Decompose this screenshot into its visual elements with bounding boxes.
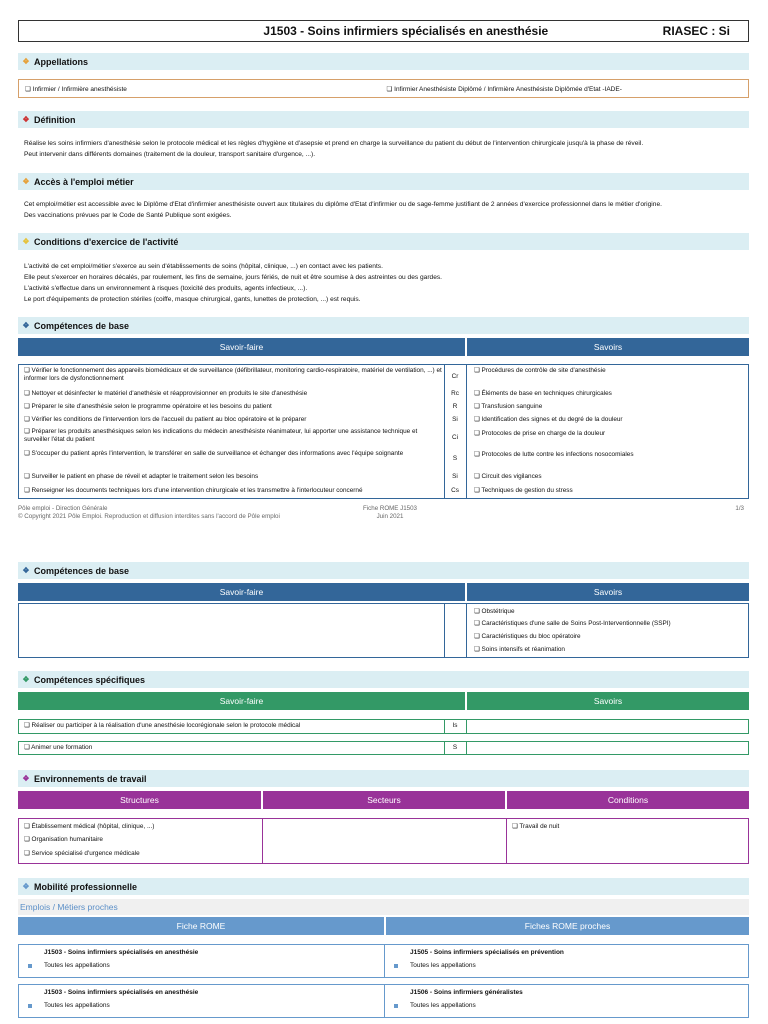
header-secteurs: Secteurs xyxy=(263,791,505,809)
savoir-item: ❏ Caractéristiques du bloc opératoire xyxy=(474,633,581,640)
column-divider xyxy=(262,818,263,864)
riasec-item-code: Rc xyxy=(451,390,459,397)
riasec-item-code: Si xyxy=(452,473,458,480)
section-comp-specifiques xyxy=(18,671,749,688)
appellations-link[interactable]: Toutes les appellations xyxy=(44,962,110,969)
conditions-text xyxy=(24,261,744,305)
header-savoir-faire: Savoir-faire xyxy=(18,338,465,356)
section-title: Conditions d'exercice de l'activité xyxy=(34,236,179,247)
mobilite-right-cell xyxy=(385,945,748,977)
diamond-icon: ❖ xyxy=(22,675,30,684)
section-environnements xyxy=(18,770,749,787)
definition-line: Réalise les soins infirmiers d'anesthésie selon le protocole médical et les règles d'hygiène et d'asepsie et prend en charge la surveillance du patient du début de l'intervention chirurgicale jusqu'à la phase de réveil. xyxy=(24,140,644,147)
footer-fiche: Fiche ROME J1503 xyxy=(363,505,417,512)
subsection-emplois-proches: Emplois / Métiers proches xyxy=(18,899,749,915)
diamond-icon: ❖ xyxy=(22,57,30,66)
savoir-item: ❏ Protocoles de prise en charge de la douleur xyxy=(474,430,606,437)
diamond-icon: ❖ xyxy=(22,882,30,891)
mobilite-left-cell xyxy=(19,985,385,1017)
conditions-line: L'activité de cet emploi/métier s'exerce au sein d'établissements de soins (hôpital, clinique, ...) en contact avec les patients. xyxy=(24,263,383,270)
footer-page-number: 1/3 xyxy=(735,505,744,512)
conditions-line: Elle peut s'exercer en horaires décalés, par roulement, les fins de semaine, jours fériés, de nuit et être soumise à des astreintes ou des gardes. xyxy=(24,274,442,281)
riasec-code: RIASEC : Si xyxy=(662,24,730,38)
appellation-item: ❏ Infirmier / Infirmière anesthésiste xyxy=(25,85,127,93)
header-savoir-faire: Savoir-faire xyxy=(18,692,465,710)
definition-text xyxy=(24,138,744,160)
fiche-rome-link[interactable]: J1503 - Soins infirmiers spécialisés en anesthésie xyxy=(44,949,199,956)
header-savoirs: Savoirs xyxy=(467,692,749,710)
section-conditions xyxy=(18,233,749,250)
section-title: Accès à l'emploi métier xyxy=(34,176,134,187)
riasec-item-code: S xyxy=(452,744,458,751)
appellations-link[interactable]: Toutes les appellations xyxy=(410,962,476,969)
header-structures: Structures xyxy=(18,791,261,809)
footer-left xyxy=(18,505,280,521)
riasec-item-code: S xyxy=(452,455,458,462)
structure-item: ❏ Organisation humanitaire xyxy=(24,836,103,843)
savoir-item: ❏ Identification des signes et du degré de la douleur xyxy=(474,416,623,423)
header-fiches-proches: Fiches ROME proches xyxy=(386,917,749,935)
header-fiche-rome: Fiche ROME xyxy=(18,917,384,935)
header-savoir-faire: Savoir-faire xyxy=(18,583,465,601)
diamond-icon: ❖ xyxy=(22,237,30,246)
conditions-line: Le port d'équipements de protection stériles (coiffe, masque chirurgical, gants, lunettes de protection, ...) est requis. xyxy=(24,296,361,303)
acces-line: Des vaccinations prévues par le Code de Santé Publique sont exigées. xyxy=(24,212,232,219)
mobilite-row xyxy=(18,944,749,978)
column-divider xyxy=(466,741,467,755)
section-title: Appellations xyxy=(34,56,89,67)
square-bullet-icon xyxy=(28,1004,32,1008)
section-title: Compétences de base xyxy=(34,320,130,331)
acces-line: Cet emploi/métier est accessible avec le Diplôme d'Etat d'infirmier anesthésiste ouvert aux titulaires du diplôme d'Etat d'infirmier ou de sage-femme justifiant de 2 années d'exercice professionnel dans le métier d'origine. xyxy=(24,201,662,208)
riasec-item-code: R xyxy=(452,403,458,410)
riasec-item-code: Cr xyxy=(451,373,459,380)
fiche-proche-link[interactable]: J1506 - Soins infirmiers généralistes xyxy=(410,989,523,996)
diamond-icon: ❖ xyxy=(22,566,30,575)
savoir-faire-item: ❏ Nettoyer et désinfecter le matériel d'anethésie et réapprovisionner en produits le site d'anesthésie xyxy=(24,390,308,397)
savoir-faire-item: ❏ S'occuper du patient après l'intervention, le transférer en salle de surveillance et échanger des informations avec l'équipe soignante xyxy=(24,450,404,457)
riasec-item-code: Cs xyxy=(451,487,459,494)
footer-org: Pôle emploi - Direction Générale xyxy=(18,505,108,512)
conditions-line: L'activité s'effectue dans un environnement à risques (toxicité des produits, agents infectieux, ...). xyxy=(24,285,308,292)
mobilite-row xyxy=(18,984,749,1018)
savoir-item: ❏ Caractéristiques d'une salle de Soins Post-Interventionnelle (SSPI) xyxy=(474,620,671,627)
mobilite-left-cell xyxy=(19,945,385,977)
section-definition xyxy=(18,111,749,128)
diamond-icon: ❖ xyxy=(22,321,30,330)
column-divider xyxy=(466,364,467,499)
page-title-box xyxy=(18,20,749,42)
section-title: Compétences de base xyxy=(34,565,130,576)
appellation-item: ❏ Infirmier Anesthésiste Diplômé / Infirmière Anesthésiste Diplômée d'Etat -IADE- xyxy=(386,85,622,93)
section-mobilite xyxy=(18,878,749,895)
definition-line: Peut intervenir dans différents domaines (traitement de la douleur, transport sanitaire d'urgence, ...). xyxy=(24,151,316,158)
savoir-item: ❏ Transfusion sanguine xyxy=(474,403,543,410)
savoir-faire-item: ❏ Vérifier le fonctionnement des appareils biomédicaux et de surveillance (défibrillateur, monitoring cardio-respiratoire, matériel de ventilation, ...) et informer lors de dysfonctionnement xyxy=(24,367,442,382)
savoir-faire-item: ❏ Animer une formation xyxy=(24,744,93,751)
column-divider xyxy=(466,719,467,734)
structure-item: ❏ Établissement médical (hôpital, clinique, ...) xyxy=(24,823,155,830)
mobilite-right-cell xyxy=(385,985,748,1017)
square-bullet-icon xyxy=(394,964,398,968)
column-divider xyxy=(466,603,467,658)
fiche-rome-link[interactable]: J1503 - Soins infirmiers spécialisés en anesthésie xyxy=(44,989,199,996)
header-savoirs: Savoirs xyxy=(467,338,749,356)
savoir-faire-item: ❏ Surveiller le patient en phase de réveil et adapter le traitement selon les besoins xyxy=(24,473,259,480)
savoir-item: ❏ Techniques de gestion du stress xyxy=(474,487,573,494)
diamond-icon: ❖ xyxy=(22,115,30,124)
condition-item: ❏ Travail de nuit xyxy=(512,823,560,830)
riasec-item-code: Si xyxy=(452,416,458,423)
section-title: Compétences spécifiques xyxy=(34,674,146,685)
savoir-item: ❏ Protocoles de lutte contre les infections nosocomiales xyxy=(474,451,634,458)
savoir-faire-item: ❏ Renseigner les documents techniques lors d'une intervention chirurgicale et les transmettre à l'interlocuteur concerné xyxy=(24,487,363,494)
header-conditions: Conditions xyxy=(507,791,749,809)
appellations-link[interactable]: Toutes les appellations xyxy=(44,1002,110,1009)
footer-center xyxy=(340,505,440,521)
savoir-item: ❏ Obstétrique xyxy=(474,608,515,615)
savoir-item: ❏ Éléments de base en techniques chirurgicales xyxy=(474,390,612,397)
diamond-icon: ❖ xyxy=(22,177,30,186)
savoir-item: ❏ Soins intensifs et réanimation xyxy=(474,646,565,653)
section-comp-base-continued xyxy=(18,562,749,579)
column-divider xyxy=(444,603,445,658)
section-acces xyxy=(18,173,749,190)
section-appellations xyxy=(18,53,749,70)
square-bullet-icon xyxy=(394,1004,398,1008)
diamond-icon: ❖ xyxy=(22,774,30,783)
page-title: J1503 - Soins infirmiers spécialisés en anesthésie xyxy=(263,24,549,38)
column-divider xyxy=(506,818,507,864)
section-title: Définition xyxy=(34,114,76,125)
riasec-item-code: Is xyxy=(452,722,458,729)
appellations-link[interactable]: Toutes les appellations xyxy=(410,1002,476,1009)
header-savoirs: Savoirs xyxy=(467,583,749,601)
acces-text xyxy=(24,199,744,221)
section-comp-base xyxy=(18,317,749,334)
riasec-item-code: Ci xyxy=(451,434,459,441)
savoir-item: ❏ Circuit des vigilances xyxy=(474,473,542,480)
section-title: Environnements de travail xyxy=(34,773,147,784)
savoir-faire-item: ❏ Vérifier les conditions de l'intervention lors de l'accueil du patient au bloc opératoire et le préparer xyxy=(24,416,307,423)
structure-item: ❏ Service spécialisé d'urgence médicale xyxy=(24,850,140,857)
footer-copyright: © Copyright 2021 Pôle Emploi. Reproduction et diffusion interdites sans l'accord de Pôle emploi xyxy=(18,513,280,520)
savoir-faire-item: ❏ Préparer le site d'anesthésie selon le programme opératoire et les besoins du patient xyxy=(24,403,272,410)
footer-date: Juin 2021 xyxy=(376,513,404,520)
savoir-faire-item: ❏ Réaliser ou participer à la réalisation d'une anesthésie locorégionale selon le protocole médical xyxy=(24,722,301,729)
appellations-box xyxy=(18,79,749,98)
savoir-item: ❏ Procédures de contrôle de site d'anesthésie xyxy=(474,367,606,374)
section-title: Mobilité professionnelle xyxy=(34,881,138,892)
savoir-faire-item: ❏ Préparer les produits anesthésiques selon les indications du médecin anesthésiste réanimateur, lui apporter une assistance technique et surveiller l'état du patient xyxy=(24,428,418,443)
square-bullet-icon xyxy=(28,964,32,968)
fiche-proche-link[interactable]: J1505 - Soins infirmiers spécialisés en prévention xyxy=(410,949,564,956)
